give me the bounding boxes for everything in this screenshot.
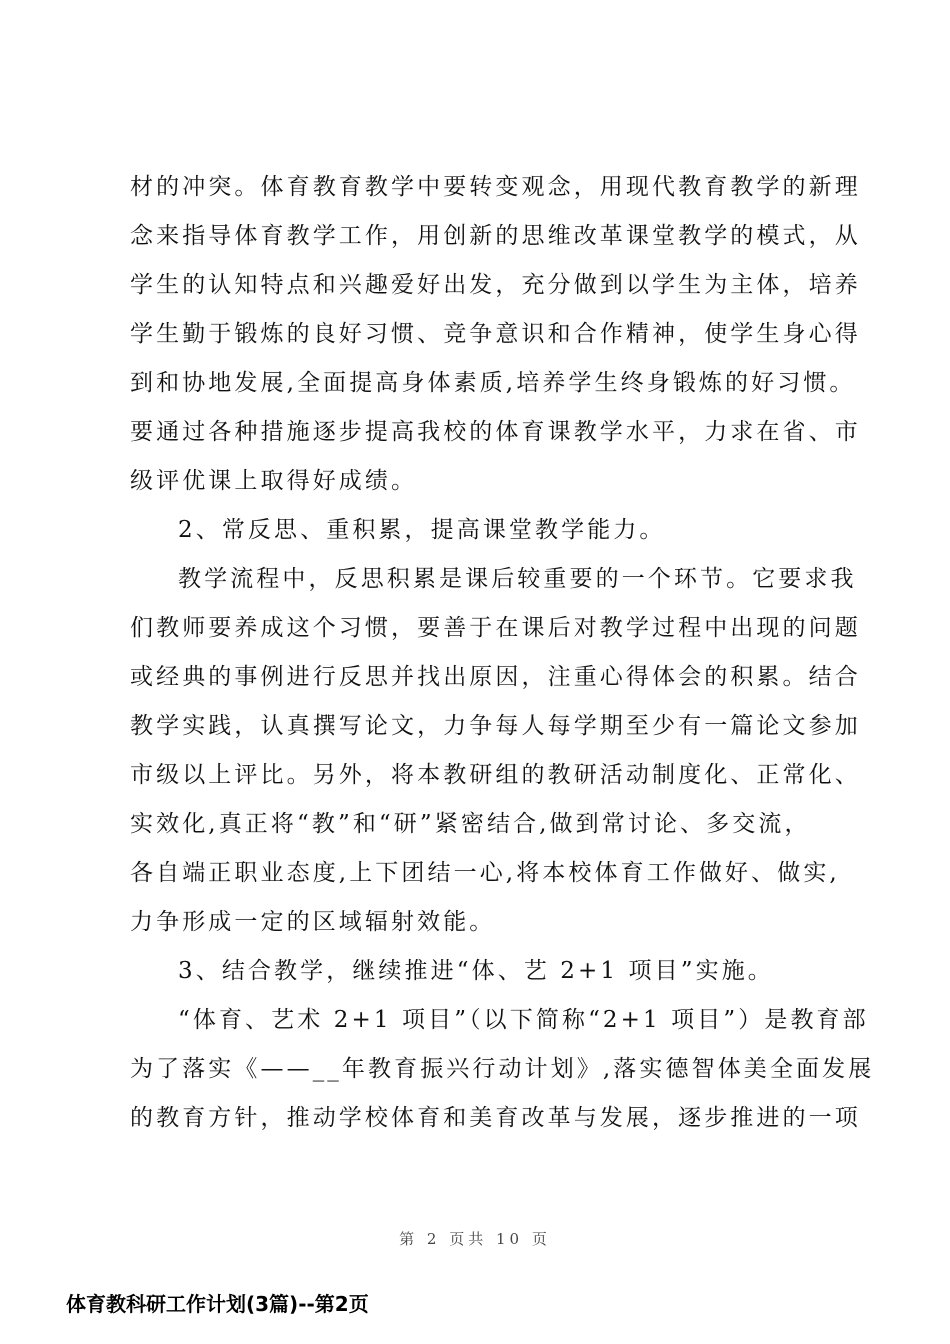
text-line: 力争形成一定的区域辐射效能。 xyxy=(130,909,496,935)
paragraph-start: 教学流程中，反思积累是课后较重要的一个环节。它要求我 xyxy=(178,566,857,592)
section-heading: 2、常反思、重积累，提高课堂教学能力。 xyxy=(178,517,666,543)
text-line: 学生的认知特点和兴趣爱好出发，充分做到以学生为主体，培养 xyxy=(130,272,861,298)
section-heading: 3、结合教学，继续推进“体、艺 2+1 项目”实施。 xyxy=(178,958,774,984)
text-line: 各自端正职业态度,上下团结一心,将本校体育工作做好、做实, xyxy=(130,860,840,886)
text-line: 材的冲突。体育教育教学中要转变观念，用现代教育教学的新理 xyxy=(130,174,861,200)
text-line: 级评优课上取得好成绩。 xyxy=(130,468,418,494)
body-text xyxy=(130,163,875,1143)
text-line: 念来指导体育教学工作，用创新的思维改革课堂教学的模式，从 xyxy=(130,223,861,249)
text-line: 学生勤于锻炼的良好习惯、竞争意识和合作精神，使学生身心得 xyxy=(130,321,861,347)
paragraph-start: “体育、艺术 2+1 项目”（以下简称“2+1 项目”）是教育部 xyxy=(178,1007,869,1033)
text-line: 实效化,真正将“教”和“研”紧密结合,做到常讨论、多交流， xyxy=(130,811,811,837)
text-line: 的教育方针，推动学校体育和美育改革与发展，逐步推进的一项 xyxy=(130,1105,861,1131)
text-line: 们教师要养成这个习惯，要善于在课后对教学过程中出现的问题 xyxy=(130,615,861,641)
text-line: 要通过各种措施逐步提高我校的体育课教学水平，力求在省、市 xyxy=(130,419,861,445)
text-line: 教学实践，认真撰写论文，力争每人每学期至少有一篇论文参加 xyxy=(130,713,861,739)
page-number: 第 2 页共 10 页 xyxy=(399,1230,551,1248)
text-line: 市级以上评比。另外，将本教研组的教研活动制度化、正常化、 xyxy=(130,762,861,788)
text-line: 或经典的事例进行反思并找出原因，注重心得体会的积累。结合 xyxy=(130,664,861,690)
footer-title: 体育教科研工作计划(3篇)--第2页 xyxy=(66,1292,369,1316)
text-line: 到和协地发展,全面提高身体素质,培养学生终身锻炼的好习惯。 xyxy=(130,370,856,396)
text-line: 为了落实《——__年教育振兴行动计划》,落实德智体美全面发展 xyxy=(130,1056,875,1082)
